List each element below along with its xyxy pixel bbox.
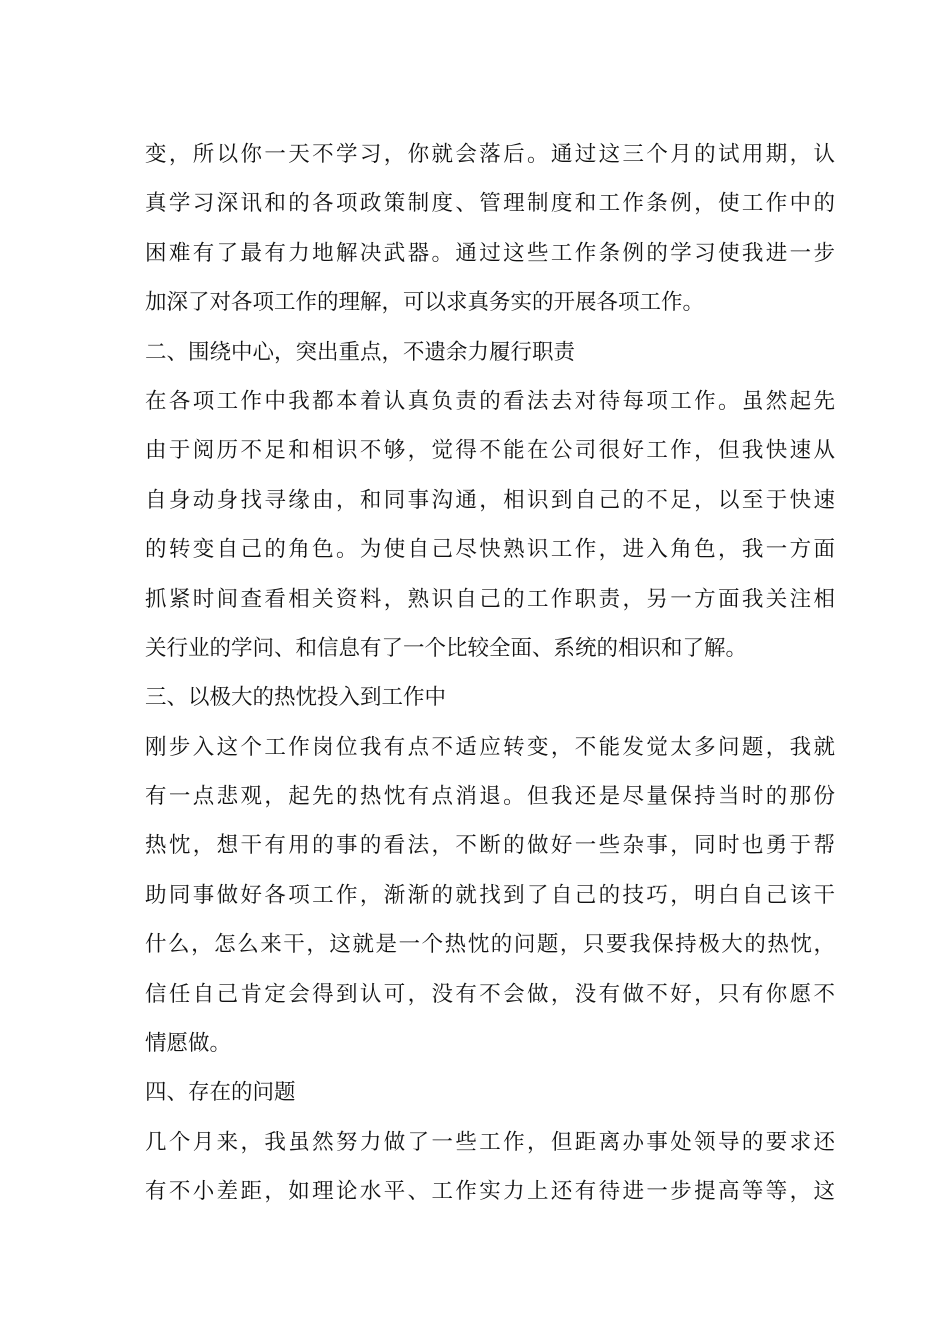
paragraph-line: 抓紧时间查看相关资料，熟识自己的工作职责，另一方面我关注相: [145, 586, 835, 612]
paragraph-line: 什么，怎么来干，这就是一个热忱的问题，只要我保持极大的热忱，: [145, 932, 835, 958]
paragraph-line: 困难有了最有力地解决武器。通过这些工作条例的学习使我进一步: [145, 240, 835, 266]
document-body: [145, 130, 835, 1217]
paragraph-line: 刚步入这个工作岗位我有点不适应转变，不能发觉太多问题，我就: [145, 734, 835, 760]
paragraph-line: 几个月来，我虽然努力做了一些工作，但距离办事处领导的要求还: [145, 1129, 835, 1155]
paragraph-line: 的转变自己的角色。为使自己尽快熟识工作，进入角色，我一方面: [145, 537, 835, 563]
paragraph-line: 加深了对各项工作的理解，可以求真务实的开展各项工作。: [145, 290, 705, 316]
paragraph-line: 信任自己肯定会得到认可，没有不会做，没有做不好，只有你愿不: [145, 981, 835, 1007]
paragraph-line: 关行业的学问、和信息有了一个比较全面、系统的相识和了解。: [145, 635, 748, 661]
paragraph-line: 有一点悲观，起先的热忱有点消退。但我还是尽量保持当时的那份: [145, 784, 835, 810]
section-heading: 四、存在的问题: [145, 1080, 296, 1106]
paragraph-line: 热忱，想干有用的事的看法，不断的做好一些杂事，同时也勇于帮: [145, 833, 835, 859]
paragraph-line: 有不小差距，如理论水平、工作实力上还有待进一步提高等等，这: [145, 1179, 835, 1205]
paragraph-line: 由于阅历不足和相识不够，觉得不能在公司很好工作，但我快速从: [145, 438, 835, 464]
paragraph-line: 变，所以你一天不学习，你就会落后。通过这三个月的试用期，认: [145, 142, 835, 167]
paragraph-line: 情愿做。: [145, 1031, 232, 1057]
paragraph-line: 在各项工作中我都本着认真负责的看法去对待每项工作。虽然起先: [145, 388, 835, 414]
paragraph-line: 自身动身找寻缘由，和同事沟通，相识到自己的不足，以至于快速: [145, 487, 835, 513]
paragraph-line: 助同事做好各项工作，渐渐的就找到了自己的技巧，明白自己该干: [145, 882, 835, 908]
section-heading: 三、以极大的热忱投入到工作中: [145, 685, 447, 711]
paragraph-line: 真学习深讯和的各项政策制度、管理制度和工作条例，使工作中的: [145, 191, 835, 217]
section-heading: 二、围绕中心，突出重点，不遗余力履行职责: [145, 339, 576, 365]
